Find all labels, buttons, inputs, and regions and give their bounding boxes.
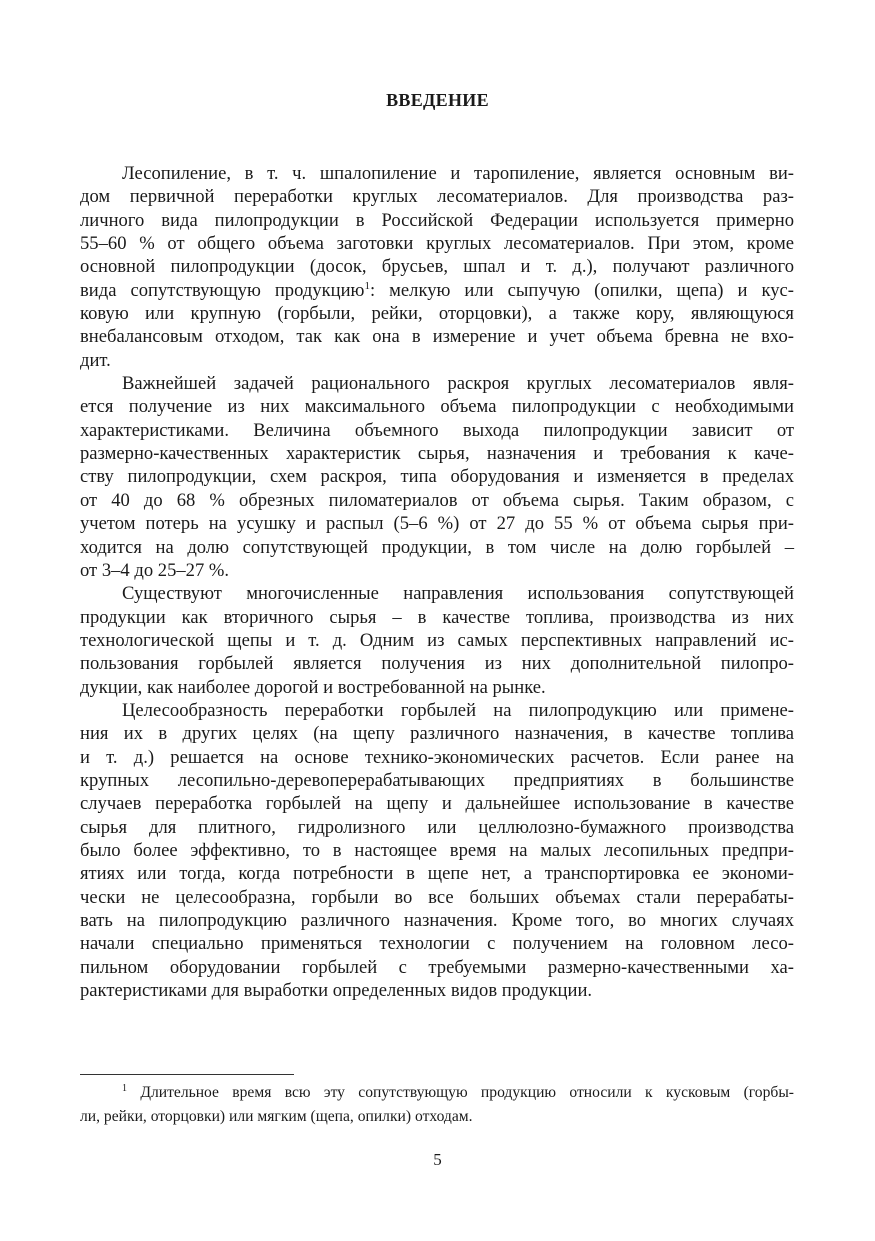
text-line: ется получение из них максимального объема пилопродукции с необходимыми	[80, 396, 794, 418]
footnote	[80, 1081, 794, 1129]
text-line: ятиях или тогда, когда потребности в щепе нет, а транспортировка ее экономи-	[80, 863, 794, 885]
text-line: дит.	[80, 349, 111, 371]
text-segment: Длительное время всю эту сопутствующую продукцию относили к кусковым (горбы-	[127, 1084, 794, 1101]
text-line: дукции, как наиболее дорогой и востребованной на рынке.	[80, 676, 546, 698]
footnote-reference: 1	[364, 279, 370, 292]
text-line: технологической щепы и т. д. Одним из самых перспективных направлений ис-	[80, 629, 794, 651]
text-line: внебалансовым отходом, так как она в измерение и учет объема бревна не вхо-	[80, 326, 794, 348]
text-line: начали специально применяться технологии с получением на головном лесо-	[80, 933, 794, 955]
text-line: учетом потерь на усушку и распыл (5–6 %) от 27 до 55 % от объема сырья при-	[80, 513, 794, 535]
text-line: пильном оборудовании горбылей с требуемыми размерно-качественными ха-	[80, 956, 794, 978]
text-line: рактеристиками для выработки определенных видов продукции.	[80, 980, 593, 1002]
footnote-mark: 1	[122, 1082, 127, 1094]
text-line: Лесопиление, в т. ч. шпалопиление и таропиление, является основным ви-	[122, 163, 794, 184]
footnote-divider	[80, 1074, 294, 1075]
text-line: дом первичной переработки круглых лесоматериалов. Для производства раз-	[80, 186, 794, 208]
paragraph-3	[80, 582, 794, 699]
text-line: основной пилопродукции (досок, брусьев, шпал и т. д.), получают различного	[80, 256, 794, 278]
text-line: ходится на долю сопутствующей продукции, в том числе на долю горбылей –	[80, 536, 794, 558]
text-line: ковую или крупную (горбыли, рейки, оторцовки), а также кору, являющуюся	[80, 303, 794, 325]
paragraph-2	[80, 372, 794, 582]
paragraph-1	[80, 162, 794, 372]
page-number: 5	[433, 1150, 442, 1169]
text-line: от 40 до 68 % обрезных пиломатериалов от объема сырья. Таким образом, с	[80, 489, 794, 511]
text-line: ству пилопродукции, схем раскроя, типа оборудования и изменяется в пределах	[80, 466, 794, 488]
text-line: и т. д.) решается на основе технико-экономических расчетов. Если ранее на	[80, 746, 794, 768]
text-line-with-footnote	[80, 279, 794, 302]
text-line: сырья для плитного, гидролизного или целлюлозно-бумажного производства	[80, 816, 794, 838]
footnote-line	[80, 1081, 794, 1105]
text-line: личного вида пилопродукции в Российской Федерации используется примерно	[80, 209, 794, 231]
paragraph-4	[80, 699, 794, 1002]
text-line: Важнейшей задачей рационального раскроя круглых лесоматериалов явля-	[122, 373, 794, 395]
text-line: Существуют многочисленные направления использования сопутствующей	[122, 583, 794, 605]
text-segment: вида сопутствующую продукцию	[80, 279, 365, 301]
text-line: случаев переработка горбылей на щепу и дальнейшее использование в качестве	[80, 793, 794, 815]
text-line: от 3–4 до 25–27 %.	[80, 559, 230, 581]
text-line: ния их в других целях (на щепу различного назначения, в качестве топлива	[80, 723, 794, 745]
footnote-line: ли, рейки, оторцовки) или мягким (щепа, опилки) отходам.	[80, 1108, 473, 1125]
text-line: Целесообразность переработки горбылей на пилопродукцию или примене-	[122, 699, 794, 721]
text-line: пользования горбылей является получения из них дополнительной пилопро-	[80, 653, 794, 675]
page-title: ВВЕДЕНИЕ	[386, 90, 489, 110]
text-line: продукции как вторичного сырья – в качестве топлива, производства из них	[80, 606, 794, 628]
main-text	[80, 162, 794, 1002]
text-line: было более эффективно, то в настоящее время на малых лесопильных предпри-	[80, 839, 794, 861]
text-line: 55–60 % от общего объема заготовки круглых лесоматериалов. При этом, кроме	[80, 233, 794, 255]
text-segment: : мелкую или сыпучую (опилки, щепа) и кус-	[369, 279, 794, 301]
text-line: чески не целесообразна, горбыли во все больших объемах стали перерабаты-	[80, 886, 794, 908]
text-line: вать на пилопродукцию различного назначения. Кроме того, во многих случаях	[80, 910, 794, 931]
text-line: размерно-качественных характеристик сырья, назначения и требования к каче-	[80, 443, 794, 465]
text-line: характеристиками. Величина объемного выхода пилопродукции зависит от	[80, 419, 794, 441]
text-line: крупных лесопильно-деревоперерабатывающих предприятиях в большинстве	[80, 769, 794, 791]
